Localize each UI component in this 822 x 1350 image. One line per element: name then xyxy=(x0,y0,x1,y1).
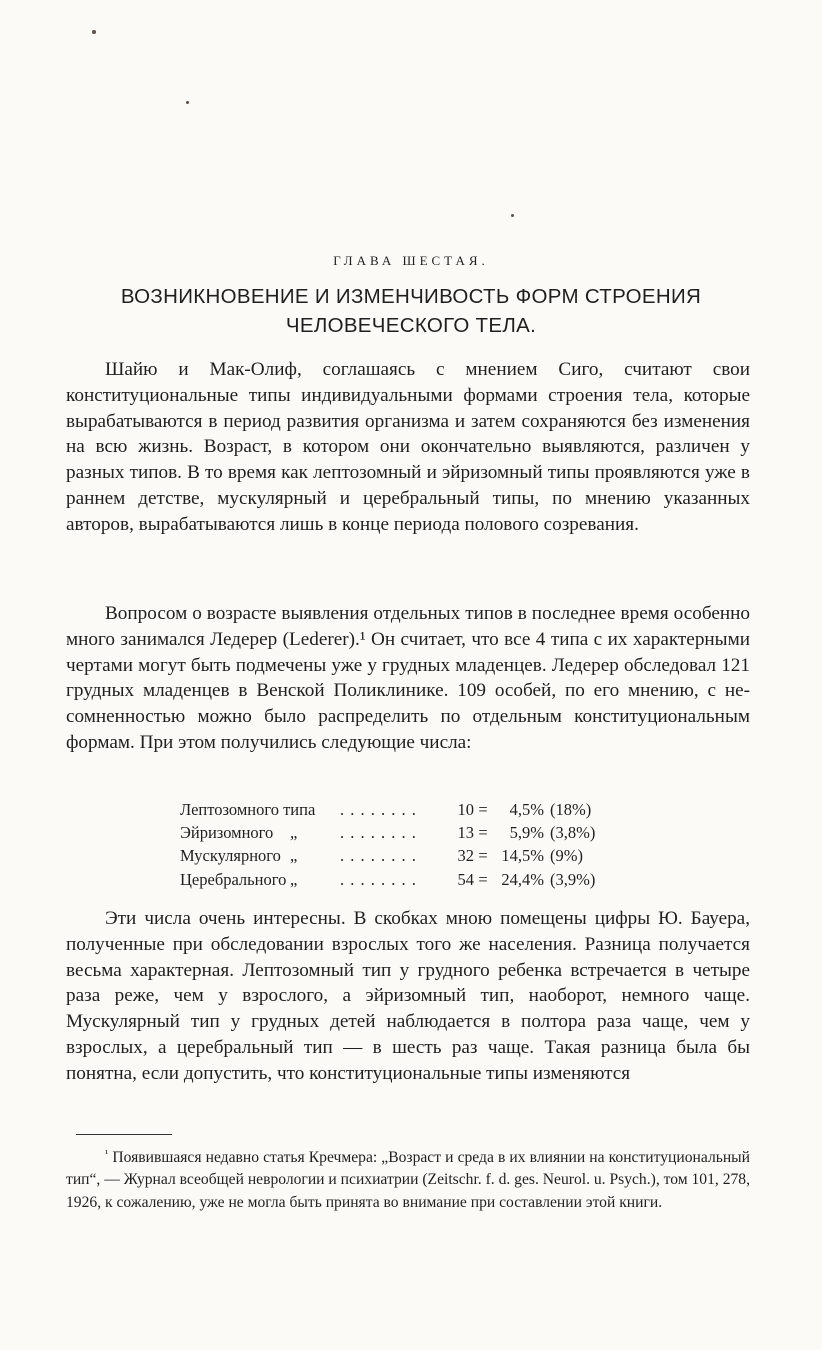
table-row xyxy=(180,798,595,821)
infant-count: 10 xyxy=(457,800,474,819)
footnote-divider xyxy=(76,1134,172,1135)
paper-speck xyxy=(92,30,96,34)
adult-percent: (9%) xyxy=(550,846,583,866)
body-paragraph xyxy=(66,601,750,756)
table-row xyxy=(180,868,595,891)
equals-sign: = xyxy=(478,800,488,819)
chapter-label: ГЛАВА ШЕСТАЯ. xyxy=(333,253,489,268)
leader-dots: . . . . . . . . xyxy=(340,800,417,819)
infant-percent: 5,9% xyxy=(509,823,544,843)
leader-dots: . . . . . . . . xyxy=(340,823,417,843)
infant-percent: 14,5% xyxy=(501,846,544,866)
adult-percent: (18%) xyxy=(550,800,592,819)
type-label: Лептозомного типа xyxy=(180,800,316,819)
ditto-mark: „ xyxy=(290,846,298,866)
infant-percent: 4,5% xyxy=(509,800,544,819)
paragraph-text: Шайю и Мак-Олиф, соглашаясь с мнением Сиго, считают свои конституциональные типы индивидуальными формами строения тела, которые вырабатываются в период развития организма и затем сохраняются без изменения на всю жизнь. Возраст, в котором они окончательно выявляются, различен у разных типов. В то время как лептозомный и эйризомный типы проявляются уже в раннем детстве, мускулярный и церебральный типы, по мнению указанных авторов, вырабатываются лишь в конце периода полового созревания. xyxy=(66,359,750,535)
table-row xyxy=(180,844,595,867)
adult-percent: (3,9%) xyxy=(550,869,596,889)
infant-count: 32 xyxy=(457,846,474,866)
ditto-mark: „ xyxy=(290,869,298,889)
chapter-title xyxy=(60,282,762,340)
infant-count: 13 xyxy=(457,823,474,843)
leader-dots: . . . . . . . . xyxy=(340,869,417,889)
type-label: Церебрального xyxy=(180,869,287,889)
infant-percent: 24,4% xyxy=(501,869,544,889)
footnote-text: Появившаяся недавно статья Кречмера: „Возраст и среда в их влиянии на конституциональный тип“, — Журнал всеобщей неврологии и психиатрии (Zeitschr. f. d. ges. Neurol. u. Psych.), том 101, 278, 1926, к сожалению, уже не могла быть принята во внимание при составлении этой книги. xyxy=(66,1149,750,1211)
footnote-paragraph xyxy=(66,1143,750,1214)
body-paragraph xyxy=(66,357,750,538)
equals-sign: = xyxy=(478,823,488,843)
type-statistics-table xyxy=(180,798,595,891)
footnote-mark: ¹ xyxy=(105,1148,109,1160)
paper-speck xyxy=(186,101,189,104)
paper-speck xyxy=(511,214,514,217)
equals-sign: = xyxy=(478,869,488,889)
body-paragraph xyxy=(66,906,750,1087)
type-label: Мускулярного xyxy=(180,846,281,866)
table-row xyxy=(180,821,595,844)
equals-sign: = xyxy=(478,846,488,866)
paragraph-text: Эти числа очень интересны. В скобках мною помещены цифры Ю. Бауера, полученные при обследовании взрослых того же населения. Разница получается весьма характерная. Лептозомный тип у грудного ребенка встречается в четыре раза реже, чем у взрослого, а эйризомный тип, наоборот, немного чаще. Мускулярный тип у грудных детей наблюдается в полтора раза чаще, чем у взрослых, а церебральный тип — в шесть раз чаще. Такая разница была бы понятна, если допустить, что конституциональные типы изменяются xyxy=(66,908,750,1084)
ditto-mark: „ xyxy=(290,823,298,843)
leader-dots: . . . . . . . . xyxy=(340,846,417,866)
adult-percent: (3,8%) xyxy=(550,823,596,843)
infant-count: 54 xyxy=(457,869,474,889)
paragraph-text: Вопросом о возрасте выявления отдельных типов в последнее время особенно много занимался Ледерер (Lederer).¹ Он считает, что все 4 типа с их характерными чертами могут быть подмечены уже у грудных младенцев. Ледерер обследовал 121 грудных младенцев в Венской Поликлинике. 109 особей, по его мнению, с несомненностью можно было распределить по отдельным конституциональным формам. При этом получились следующие числа: xyxy=(66,603,750,753)
type-label: Эйризомного xyxy=(180,823,274,843)
chapter-title-line: ЧЕЛОВЕЧЕСКОГО ТЕЛА. xyxy=(285,314,537,337)
footnote xyxy=(66,1143,750,1214)
chapter-title-line: ВОЗНИКНОВЕНИЕ И ИЗМЕНЧИВОСТЬ ФОРМ СТРОЕНИЯ xyxy=(120,285,702,308)
